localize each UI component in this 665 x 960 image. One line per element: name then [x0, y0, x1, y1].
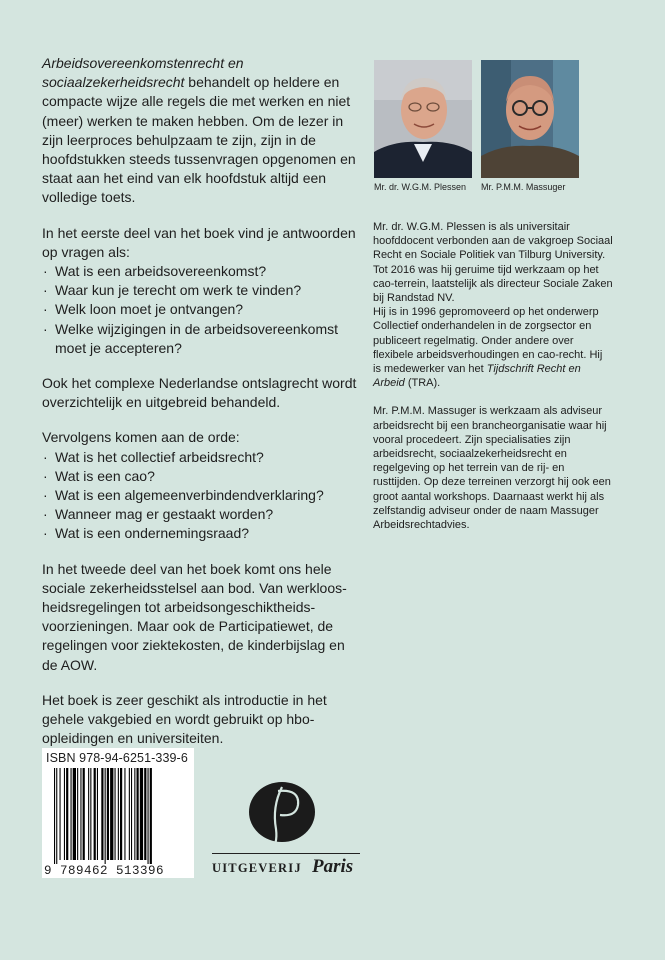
caption-massuger: Mr. P.M.M. Massuger [481, 182, 566, 192]
part1-questions [42, 262, 360, 358]
list-item: · Waar kun je terecht om werk te vinden? [42, 281, 360, 300]
publisher-prefix: UITGEVERIJ [212, 861, 302, 875]
part1b-questions [42, 448, 360, 544]
publisher-logo [212, 777, 362, 887]
bio-plessen-part1: Mr. dr. W.G.M. Plessen is als universitair hoofddocent verbonden aan de vakgroep Sociaal Recht en Sociale Politiek van Tilburg University. Tot 2016 was hij geruime tijd werkzaam op het cao-terrein, laatstelijk als directeur Sociale Zaken bij Randstad NV. [373, 221, 613, 305]
ean-digits: 9 789462 513396 [44, 864, 165, 878]
book-title: Arbeidsovereenkomstenrecht en sociaalzekerheidsrecht [42, 55, 244, 91]
list-item: · Wat is een arbeidsovereenkomst? [42, 262, 360, 281]
bio-plessen-end: (TRA). [404, 377, 441, 390]
part1-lead: In het eerste deel van het boek vind je antwoorden op vragen als: [42, 224, 356, 260]
author-photo-plessen [374, 60, 472, 178]
list-item: · Welke wijzigingen in de arbeidsovereenkomst moet je accepteren? [42, 320, 360, 358]
intro-text: behandelt op heldere en compacte wijze alle regels die met werken en niet (meer) werken te maken hebben. Om de lezer in zijn leerproces behulpzaam te zijn, zijn in de hoofdstukken steeds tussenvragen opgenomen en staat aan het eind van elk hoofdstuk altijd een volledige toets. [42, 74, 356, 206]
part1b-lead: Vervolgens komen aan de orde: [42, 429, 240, 446]
publisher-emblem [212, 777, 362, 857]
list-item: · Wat is een cao? [42, 467, 360, 486]
publisher-name: Paris [312, 856, 354, 877]
blurb-column [42, 54, 360, 765]
author-photo-massuger [481, 60, 579, 178]
isbn-barcode [42, 748, 194, 878]
closing-paragraph: Het boek is zeer geschikt als introductie in het gehele vakgebied en wordt gebruikt op hbo-opleidingen en universiteiten. [42, 691, 327, 747]
bio-plessen-text: Hij is in 1996 gepromoveerd op het onderwerp Collectief onderhandelen in de zorgsector en publiceert regelmatig. Onder andere over flexibele arbeidsverhoudingen en cao-recht. Hij is medewerker van het [373, 306, 603, 376]
author-bios [373, 220, 613, 546]
isbn-label: ISBN 978-94-6251-339-6 [46, 751, 188, 765]
journal-title: Tijdschrift Recht en Arbeid [373, 363, 581, 390]
list-item: · Welk loon moet je ontvangen? [42, 300, 360, 319]
barcode-bars [42, 748, 194, 878]
dismissal-paragraph: Ook het complexe Nederlandse ontslagrecht wordt overzichtelijk en uitgebreid behandeld. [42, 375, 357, 411]
list-item: · Wat is het collectief arbeidsrecht? [42, 448, 360, 467]
list-item: · Wat is een ondernemingsraad? [42, 524, 360, 543]
intro-paragraph [42, 54, 360, 208]
logo-rule [212, 853, 360, 854]
part2-paragraph: In het tweede deel van het boek komt ons hele sociale zekerheidsstelsel aan bod. Van werkloos-heidsregelingen tot arbeidsongeschiktheids-voorzieningen. Maar ook de Participatiewet, de regelingen voor ziektekosten, de kinderbijslag en de AOW. [42, 560, 347, 673]
list-item: · Wat is een algemeenverbindendverklaring? [42, 486, 360, 505]
bio-massuger: Mr. P.M.M. Massuger is werkzaam als adviseur arbeidsrecht bij een brancheorganisatie waar hij vooral procedeert. Zijn specialisaties zijn arbeidsrecht, sociaalzekerheidsrecht en regelgeving op het terrein van de rij- en rusttijden. Op deze terreinen verzorgt hij ook een groot aantal workshops. Daarnaast werkt hij als zelfstandig adviseur onder de naam Massuger Arbeidsrechtadvies. [373, 405, 611, 532]
caption-plessen: Mr. dr. W.G.M. Plessen [374, 182, 467, 192]
list-item: · Wanneer mag er gestaakt worden? [42, 505, 360, 524]
bio-plessen-part2 [373, 305, 613, 390]
